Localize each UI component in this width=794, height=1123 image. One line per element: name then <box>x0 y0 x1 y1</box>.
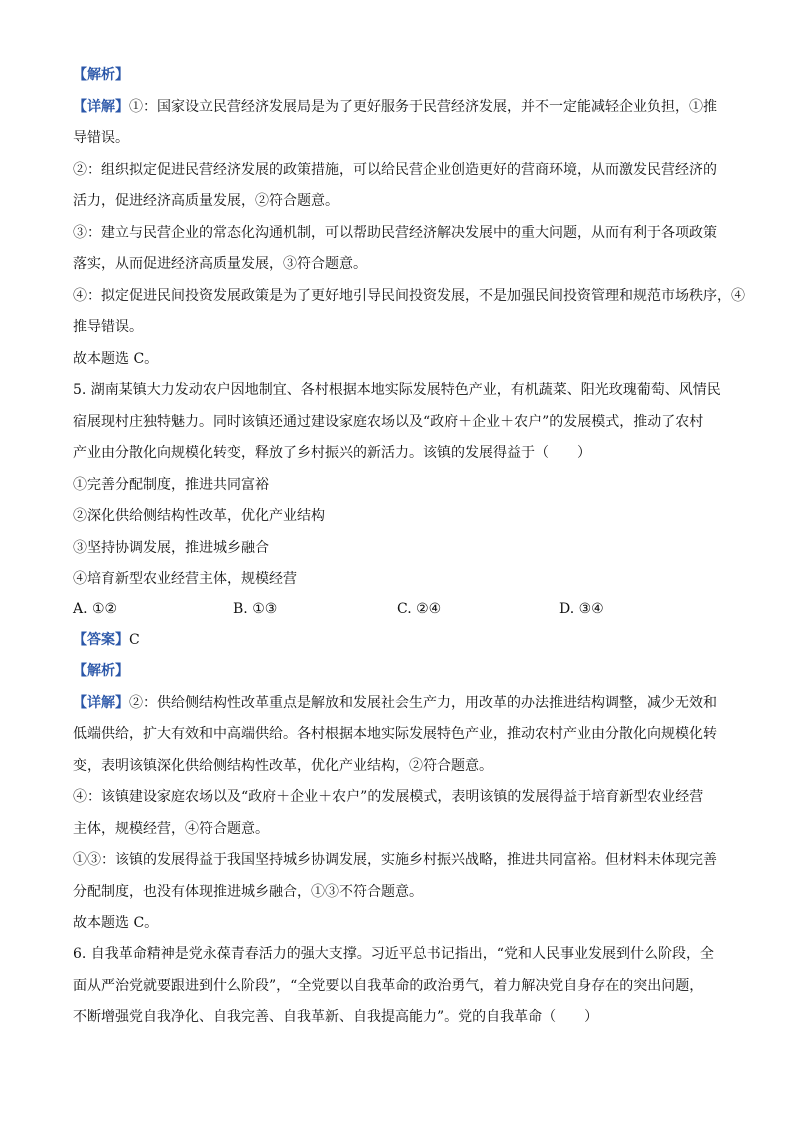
explanation-line: 低端供给，扩大有效和中高端供给。各村根据本地实际发展特色产业，推动农村产业由分散化向规模化转 <box>73 726 717 742</box>
explanation-line: 【详解】①：国家设立民营经济发展局是为了更好服务于民营经济发展，并不一定能减轻企业负担，①推 <box>73 99 717 115</box>
explanation-line: 活力，促进经济高质量发展，②符合题意。 <box>73 193 339 209</box>
answer-tag: 【答案】 <box>73 632 129 648</box>
question-6-stem: 6. 自我革命精神是党永葆青春活力的强大支撑。习近平总书记指出，“党和人民事业发展到什么阶段，全 <box>73 946 714 962</box>
explanation-line: ④：该镇建设家庭农场以及“政府＋企业＋农户”的发展模式，表明该镇的发展得益于培育新型农业经营 <box>73 789 704 805</box>
option-c: C. ②④ <box>397 601 442 617</box>
explanation-line: ②：组织拟定促进民营经济发展的政策措施，可以给民营企业创造更好的营商环境，从而激发民营经济的 <box>73 162 717 178</box>
explanation-line: ①③：该镇的发展得益于我国坚持城乡协调发展，实施乡村振兴战略，推进共同富裕。但材料未体现完善 <box>73 852 717 868</box>
question-5-choice: ①完善分配制度，推进共同富裕 <box>73 477 269 493</box>
question-5-stem: 5. 湖南某镇大力发动农户因地制宜、各村根据本地实际发展特色产业，有机蔬菜、阳光玫瑰葡萄、风情民 <box>73 382 721 398</box>
explanation-line: 【详解】②：供给侧结构性改革重点是解放和发展社会生产力，用改革的办法推进结构调整，减少无效和 <box>73 695 717 711</box>
conclusion-line: 故本题选 C。 <box>73 915 159 931</box>
detail-tag: 【详解】 <box>73 695 129 711</box>
question-5-stem: 产业由分散化向规模化转变，释放了乡村振兴的新活力。该镇的发展得益于（ ） <box>73 445 591 461</box>
option-d: D. ③④ <box>559 601 604 617</box>
question-6-stem: 面从严治党就要跟进到什么阶段”，“全党要以自我革命的政治勇气，着力解决党自身存在的突出问题， <box>73 978 704 994</box>
explanation-line: 导错误。 <box>73 130 129 146</box>
explanation-line: 分配制度，也没有体现推进城乡融合，①③不符合题意。 <box>73 884 423 900</box>
explanation-line: ③：建立与民营企业的常态化沟通机制，可以帮助民营经济解决发展中的重大问题，从而有利于各项政策 <box>73 225 717 241</box>
explanation-line: 推导错误。 <box>73 319 143 335</box>
question-5-stem: 宿展现村庄独特魅力。同时该镇还通过建设家庭农场以及“政府＋企业＋农户”的发展模式，推动了农村 <box>73 414 704 430</box>
explanation-line: 主体，规模经营，④符合题意。 <box>73 821 269 837</box>
analysis-tag: 【解析】 <box>73 663 129 679</box>
explanation-line: 落实，从而促进经济高质量发展，③符合题意。 <box>73 256 367 272</box>
conclusion-line: 故本题选 C。 <box>73 351 159 367</box>
answer-value: C <box>129 632 140 648</box>
question-6-stem: 不断增强党自我净化、自我完善、自我革新、自我提高能力”。党的自我革命（ ） <box>73 1009 599 1025</box>
question-5-choice: ③坚持协调发展，推进城乡融合 <box>73 540 269 556</box>
question-5-choice: ②深化供给侧结构性改革，优化产业结构 <box>73 508 325 524</box>
detail-tag: 【详解】 <box>73 99 129 115</box>
question-5-choice: ④培育新型农业经营主体，规模经营 <box>73 571 297 587</box>
explanation-line: 变，表明该镇深化供给侧结构性改革，优化产业结构，②符合题意。 <box>73 758 493 774</box>
option-b: B. ①③ <box>233 601 278 617</box>
analysis-tag: 【解析】 <box>73 67 129 83</box>
explanation-line: ④：拟定促进民间投资发展政策是为了更好地引导民间投资发展，不是加强民间投资管理和规范市场秩序，④ <box>73 288 745 304</box>
option-a: A. ①② <box>73 601 118 617</box>
answer-line <box>73 631 140 649</box>
